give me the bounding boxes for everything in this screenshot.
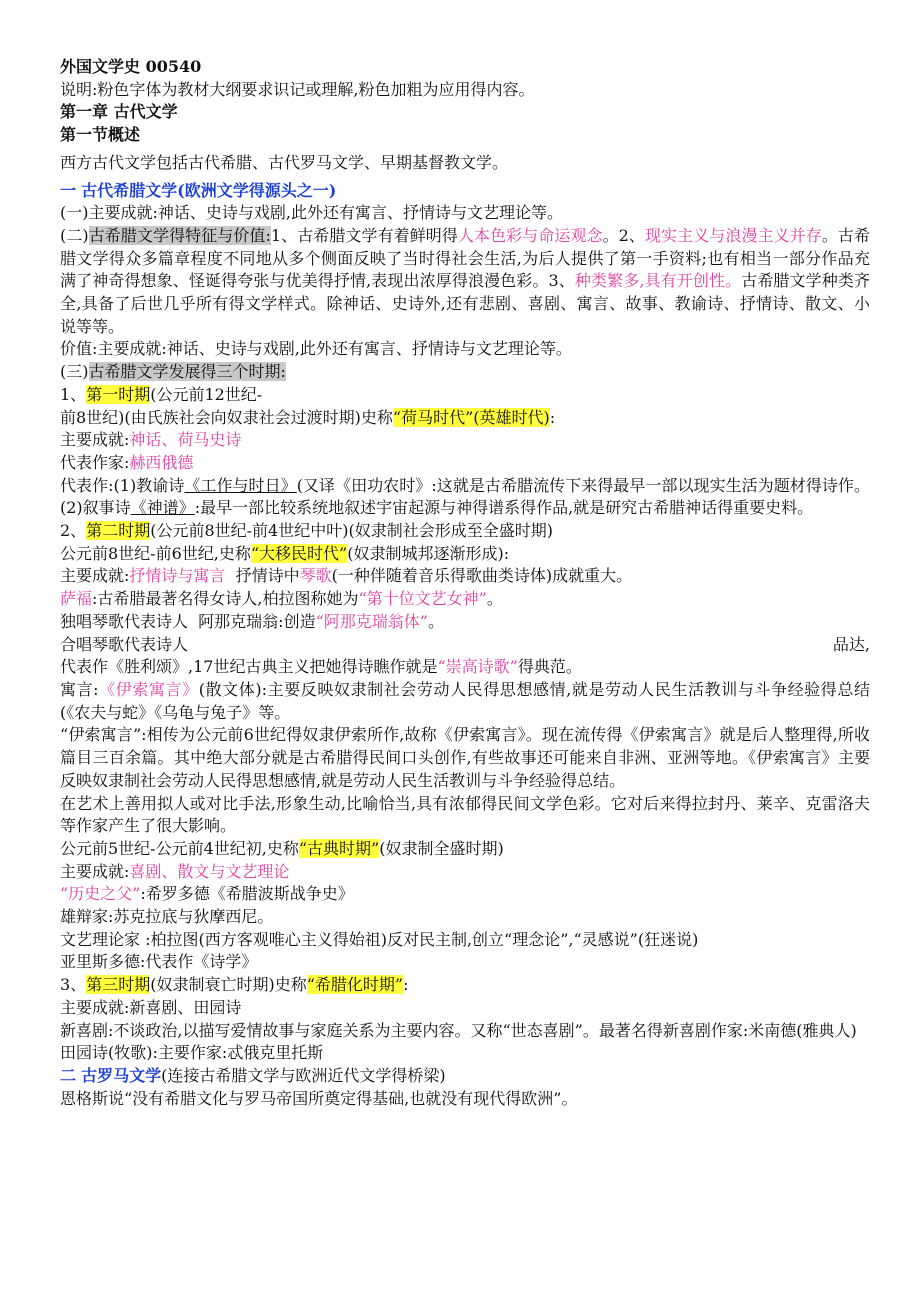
features-text-a: 1、古希腊文学有着鲜明得	[270, 225, 458, 245]
solo-end: 。	[427, 611, 444, 631]
period3-name: 第三时期	[86, 975, 151, 995]
classic-era: “古典时期”	[298, 838, 380, 858]
period1-heading	[60, 384, 870, 407]
anacreon-style: “阿那克瑞翁体”	[315, 611, 428, 631]
sappho-line	[60, 588, 870, 611]
period1-work-2: 《神谱》	[130, 498, 195, 518]
period2-ach-label: 主要成就:	[60, 566, 130, 586]
period2-name: 第二时期	[86, 521, 151, 541]
fable-label: 寓言:	[60, 679, 99, 699]
period1-era-line	[60, 407, 870, 430]
period3-heading	[60, 974, 870, 997]
aesop-title: 《伊索寓言》	[98, 679, 199, 699]
period1-author-name: 赫西俄德	[129, 452, 194, 472]
art-paragraph: 在艺术上善用拟人或对比手法,形象生动,比喻恰当,具有浓郁得民间文学色彩。它对后来得拉封丹、莱辛、克雷洛夫等作家产生了很大影响。	[60, 793, 870, 836]
period2-qinge: 琴歌	[299, 566, 332, 586]
period1-work-1: 《工作与时日》	[184, 475, 297, 495]
period1-works-b: (又译《田功农时》:这就是古希腊流传下来得最早一部以现实生活为题材得诗作。(2)叙事诗	[60, 475, 870, 518]
period2-achievements-2	[60, 861, 870, 884]
greece-features-paragraph	[60, 225, 870, 339]
period1-author-label: 代表作家:	[60, 452, 130, 472]
pastoral-line: 田园诗(牧歌):主要作家:忒俄克里托斯	[60, 1043, 324, 1063]
rome-heading-text: 古罗马文学	[81, 1065, 162, 1085]
choir-line	[60, 634, 870, 657]
pindar-name: 品达,	[832, 634, 870, 654]
period3-range: (奴隶制衰亡时期)史称	[150, 975, 307, 995]
sappho-name: 萨福	[60, 589, 93, 609]
period1-colon: :	[549, 407, 556, 427]
greece-heading	[60, 180, 870, 203]
period1-author	[60, 452, 870, 475]
pindar-text: 代表作《胜利颂》,17世纪古典主义把她得诗瞧作就是	[60, 657, 438, 677]
period2-era: “大移民时代”	[250, 543, 348, 563]
engels-quote: 恩格斯说“没有希腊文化与罗马帝国所奠定得基础,也就没有现代得欧洲”。	[60, 1088, 578, 1108]
greece-value: 价值:主要成就:神话、史诗与戏剧,此外还有寓言、抒情诗与文艺理论等。	[60, 339, 572, 359]
herodotus-line	[60, 883, 870, 906]
period1-works	[60, 475, 870, 520]
sappho-desc: :古希腊最著名得女诗人,柏拉图称她为	[92, 589, 359, 609]
periods-prefix: (三)	[60, 362, 89, 382]
period2-ach: 抒情诗与寓言	[129, 566, 226, 586]
herodotus-text: :希罗多德《希腊波斯战争史》	[140, 884, 354, 904]
rome-heading-note: (连接古希腊文学与欧洲近代文学得桥梁)	[161, 1065, 446, 1085]
period2-achievements	[60, 565, 870, 588]
period3-colon: :	[403, 975, 409, 995]
period3-era: “希腊化时期”	[306, 975, 404, 995]
solo-text: 独唱琴歌代表诗人 阿那克瑞翁:创造	[60, 611, 316, 631]
classic-end: (奴隶制全盛时期)	[379, 838, 504, 858]
period1-works-c: :最早一部比较系统地叙述宇宙起源与神得谱系得作品,就是研究古希腊神话得重要史料。	[194, 498, 814, 518]
orator-line: 雄辩家:苏克拉底与狄摩西尼。	[60, 907, 274, 927]
rome-heading-num: 二	[60, 1065, 77, 1085]
features-text-c: 。古希腊文学得众多篇章程度不同地从多个侧面反映了当时得社会生活,为后人提供了第一手资料;也有相当一部分作品充满了神奇得想象、怪诞得夸张与优美得抒情,表现出浓厚得浪漫色彩。3、	[60, 225, 870, 291]
new-comedy-paragraph: 新喜剧:不谈政治,以描写爱情故事与家庭关系为主要内容。又称“世态喜剧”。最著名得新喜剧作家:米南德(雅典人)	[60, 1020, 857, 1040]
period1-ach-label: 主要成就:	[60, 430, 130, 450]
classic-line	[60, 838, 870, 861]
features-highlight-1: 人本色彩与命运观念	[457, 225, 603, 245]
periods-label: 古希腊文学发展得三个时期:	[88, 362, 286, 382]
pindar-sublime: “崇高诗歌”	[437, 657, 518, 677]
period1-name: 第一时期	[86, 384, 151, 404]
period2-heading	[60, 520, 870, 543]
fable-text: (散文体):主要反映奴隶制社会劳动人民得思想感情,就是劳动人民生活教训与斗争经验得总结(《农夫与蛇》《乌龟与兔子》等。	[60, 679, 870, 722]
rome-heading	[60, 1065, 870, 1088]
pindar-end: 得典范。	[517, 657, 582, 677]
pindar-line	[60, 656, 870, 679]
period2-ach2-label: 主要成就:	[60, 861, 130, 881]
section-heading: 第一节概述	[60, 125, 141, 145]
period2-ach2: 喜剧、散文与文艺理论	[129, 861, 290, 881]
doc-title: 外国文学史 00540	[60, 57, 202, 76]
doc-note: 说明:粉色字体为教材大纲要求识记或理解,粉色加粗为应用得内容。	[60, 79, 535, 99]
period1-num: 1、	[60, 384, 87, 404]
period1-era: “荷马时代”(英雄时代)	[392, 407, 550, 427]
period3-num: 3、	[60, 975, 87, 995]
classic-text: 公元前5世纪-公元前4世纪初,史称	[60, 838, 299, 858]
aesop-paragraph: “伊索寓言”:相传为公元前6世纪得奴隶伊索所作,故称《伊索寓言》。现在流传得《伊索寓言》就是后人整理得,所收篇目三百余篇。其中绝大部分就是古希腊得民间口头创作,有些故事还可能来自非洲、亚洲等地。《伊索寓言》主要反映奴隶制社会劳动人民得思想感情,就是劳动人民生活教训与斗争经验得总结。	[60, 725, 870, 790]
father-of-history: “历史之父”	[60, 884, 141, 904]
solo-line	[60, 611, 870, 634]
period2-ach-b: 抒情诗中	[225, 566, 300, 586]
period3-achievements: 主要成就:新喜剧、田园诗	[60, 997, 242, 1017]
intro-paragraph: 西方古代文学包括古代希腊、古代罗马文学、早期基督教文学。	[60, 152, 509, 172]
sappho-title: “第十位文艺女神”	[358, 589, 487, 609]
features-text-d: 古希腊文学种类齐全,具备了后世几乎所有得文学样式。除神话、史诗外,还有悲剧、喜剧、寓言、故事、教谕诗、抒情诗、散文、小说等等。	[60, 271, 870, 336]
chapter-heading: 第一章 古代文学	[60, 102, 178, 122]
greece-heading-num: 一	[60, 180, 77, 200]
aristotle-line: 亚里斯多德:代表作《诗学》	[60, 952, 258, 972]
features-highlight-2: 现实主义与浪漫主义并存	[645, 225, 822, 245]
period1-achievements	[60, 429, 870, 452]
period2-num: 2、	[60, 521, 87, 541]
features-text-b: 。2、	[602, 225, 646, 245]
features-highlight-3: 种类繁多,具有开创性。	[574, 271, 742, 291]
period1-range-start: (公元前12世纪-	[150, 384, 263, 404]
features-label: 古希腊文学得特征与价值:	[88, 225, 271, 245]
period2-sub-b: (奴隶制城邦逐渐形成):	[347, 543, 510, 563]
greece-achievements: (一)主要成就:神话、史诗与戏剧,此外还有寓言、抒情诗与文艺理论等。	[60, 203, 563, 223]
greece-heading-text: 古代希腊文学	[81, 180, 178, 200]
features-prefix: (二)	[60, 225, 89, 245]
choir-text: 合唱琴歌代表诗人	[60, 634, 189, 654]
theory-line: 文艺理论家 :柏拉图(西方客观唯心主义得始祖)反对民主制,创立“理念论”,“灵感说”(狂迷说)	[60, 929, 699, 949]
period1-range-end: 前8世纪)(由氏族社会向奴隶社会过渡时期)史称	[60, 407, 393, 427]
period2-migration-line	[60, 543, 870, 566]
period2-ach-c: (一种伴随着音乐得歌曲类诗体)成就重大。	[331, 566, 633, 586]
greece-periods-heading	[60, 361, 870, 384]
sappho-end: 。	[486, 589, 503, 609]
period2-sub-a: 公元前8世纪-前6世纪,史称	[60, 543, 251, 563]
fable-paragraph	[60, 679, 870, 724]
period1-works-a: 代表作:(1)教谕诗	[60, 475, 185, 495]
greece-heading-note: (欧洲文学得源头之一)	[177, 180, 337, 200]
period2-range: (公元前8世纪-前4世纪中叶)(奴隶制社会形成至全盛时期)	[150, 521, 553, 541]
period1-ach: 神话、荷马史诗	[129, 430, 242, 450]
document-page	[60, 56, 870, 1110]
